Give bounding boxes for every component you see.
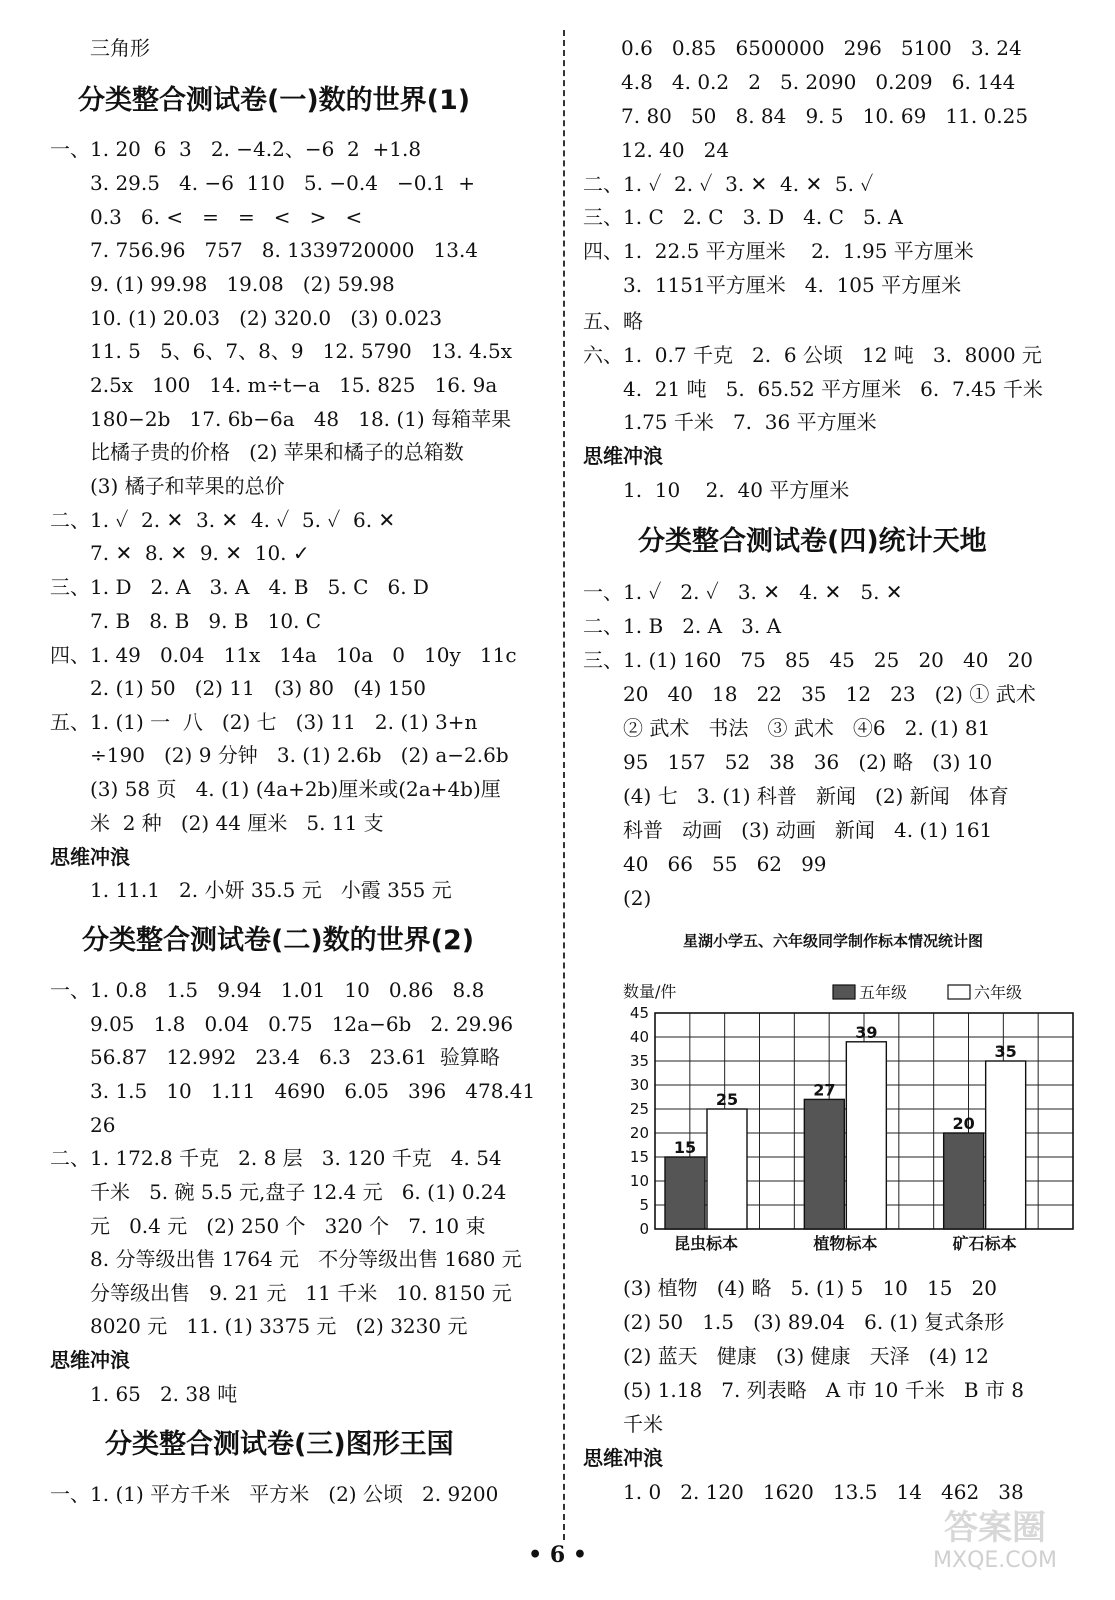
section-title: 分类整合测试卷(二)数的世界(2) bbox=[82, 925, 475, 956]
y-tick-label: 10 bbox=[629, 1172, 649, 1190]
data-label: 39 bbox=[855, 1022, 878, 1042]
text-line: 二、1. 172.8 千克 2. 8 层 3. 120 千克 4. 54 bbox=[50, 1146, 502, 1170]
text-line: 180−2b 17. 6b−6a 48 18. (1) 每箱苹果 bbox=[90, 407, 512, 431]
legend-label: 五年级 bbox=[859, 983, 908, 1002]
data-label: 27 bbox=[813, 1080, 836, 1100]
text-line: 7. 756.96 757 8. 1339720000 13.4 bbox=[90, 238, 479, 262]
legend-swatch bbox=[833, 985, 855, 999]
chart-title: 星湖小学五、六年级同学制作标本情况统计图 bbox=[682, 932, 983, 950]
text-line: 7. ✕ 8. ✕ 9. ✕ 10. ✓ bbox=[90, 541, 310, 565]
text-line: 7. 80 50 8. 84 9. 5 10. 69 11. 0.25 bbox=[621, 104, 1029, 128]
text-line: 10. (1) 20.03 (2) 320.0 (3) 0.023 bbox=[90, 306, 443, 330]
text-line: 4.8 4. 0.2 2 5. 2090 0.209 6. 144 bbox=[621, 70, 1016, 94]
text-line: 12. 40 24 bbox=[621, 138, 730, 162]
text-line: 9.05 1.8 0.04 0.75 12a−6b 2. 29.96 bbox=[90, 1012, 514, 1036]
text-line: 0.3 6. < = = < > < bbox=[90, 205, 363, 229]
y-tick-label: 5 bbox=[639, 1196, 649, 1214]
bar bbox=[846, 1042, 886, 1229]
text-line: 一、1. 20 6 3 2. −4.2、−6 2 +1.8 bbox=[50, 137, 422, 161]
y-tick-label: 30 bbox=[629, 1076, 649, 1094]
text-line: 四、1. 22.5 平方厘米 2. 1.95 平方厘米 bbox=[583, 239, 974, 263]
bar bbox=[804, 1099, 844, 1229]
text-line: 三、1. C 2. C 3. D 4. C 5. A bbox=[583, 205, 903, 229]
y-tick-label: 45 bbox=[629, 1004, 649, 1022]
text-line: 9. (1) 99.98 19.08 (2) 59.98 bbox=[90, 272, 395, 296]
watermark-url: MXQE.COM bbox=[933, 1548, 1057, 1573]
page-number: • 6 • bbox=[528, 1542, 587, 1568]
section-title: 分类整合测试卷(一)数的世界(1) bbox=[78, 85, 471, 116]
y-tick-label: 15 bbox=[629, 1148, 649, 1166]
column-divider bbox=[563, 30, 565, 1540]
text-line: ② 武术 书法 ③ 武术 ④6 2. (1) 81 bbox=[623, 716, 991, 740]
subsection-title: 思维冲浪 bbox=[50, 845, 130, 869]
text-line: 1.75 千米 7. 36 平方厘米 bbox=[623, 410, 877, 434]
text-line: 95 157 52 38 36 (2) 略 (3) 10 bbox=[623, 750, 993, 774]
text-line: 分等级出售 9. 21 元 11 千米 10. 8150 元 bbox=[90, 1281, 512, 1305]
data-label: 15 bbox=[673, 1138, 697, 1157]
text-line: 11. 5 5、6、7、8、9 12. 5790 13. 4.5x bbox=[90, 339, 513, 363]
text-line: 五、略 bbox=[583, 309, 643, 333]
text-line: 一、1. (1) 平方千米 平方米 (2) 公顷 2. 9200 bbox=[50, 1482, 499, 1506]
x-tick-label: 植物标本 bbox=[813, 1234, 878, 1253]
text-line: (2) bbox=[623, 886, 652, 910]
x-tick-label: 矿石标本 bbox=[952, 1234, 1017, 1253]
subsection-title: 思维冲浪 bbox=[583, 1446, 663, 1470]
text-line: (3) 橘子和苹果的总价 bbox=[90, 474, 285, 498]
legend-swatch bbox=[948, 985, 970, 999]
bar bbox=[707, 1109, 747, 1229]
text-line: 千米 5. 碗 5.5 元,盘子 12.4 元 6. (1) 0.24 bbox=[90, 1180, 507, 1204]
text-line: 六、1. 0.7 千克 2. 6 公顷 12 吨 3. 8000 元 bbox=[583, 343, 1042, 367]
data-label: 35 bbox=[994, 1042, 1017, 1061]
text-line: (2) 50 1.5 (3) 89.04 6. (1) 复式条形 bbox=[623, 1310, 1005, 1334]
bar-chart bbox=[603, 975, 1083, 1260]
text-line: 米 2 种 (2) 44 厘米 5. 11 支 bbox=[90, 811, 384, 835]
legend-label: 六年级 bbox=[974, 983, 1023, 1002]
text-line: 比橘子贵的价格 (2) 苹果和橘子的总箱数 bbox=[90, 440, 464, 464]
watermark bbox=[900, 1500, 1090, 1585]
text-line: 三、1. D 2. A 3. A 4. B 5. C 6. D bbox=[50, 575, 429, 599]
text-line: 8020 元 11. (1) 3375 元 (2) 3230 元 bbox=[90, 1314, 468, 1338]
text-line: ÷190 (2) 9 分钟 3. (1) 2.6b (2) a−2.6b bbox=[90, 743, 509, 767]
section-title: 分类整合测试卷(四)统计天地 bbox=[638, 526, 987, 557]
text-line: 3. 1.5 10 1.11 4690 6.05 396 478.41 bbox=[90, 1079, 536, 1103]
y-axis-label: 数量/件 bbox=[623, 982, 677, 1001]
text-line: 二、1. ✓ 2. ✕ 3. ✕ 4. ✓ 5. ✓ 6. ✕ bbox=[50, 508, 396, 532]
text-line: 二、1. ✓ 2. ✓ 3. ✕ 4. ✕ 5. ✓ bbox=[583, 172, 874, 196]
watermark-logo: 答案圈 bbox=[944, 1508, 1046, 1548]
y-tick-label: 35 bbox=[629, 1052, 649, 1070]
text-line: 一、1. 0.8 1.5 9.94 1.01 10 0.86 8.8 bbox=[50, 978, 485, 1002]
text-line: 1. 0 2. 120 1620 13.5 14 462 38 bbox=[623, 1480, 1024, 1504]
text-line: (4) 七 3. (1) 科普 新闻 (2) 新闻 体育 bbox=[623, 784, 1009, 808]
text-line: (3) 58 页 4. (1) (4a+2b)厘米或(2a+4b)厘 bbox=[90, 777, 501, 801]
data-label: 20 bbox=[952, 1114, 975, 1133]
text-line: 3. 1151平方厘米 4. 105 平方厘米 bbox=[623, 273, 962, 297]
text-line: 4. 21 吨 5. 65.52 平方厘米 6. 7.45 千米 bbox=[623, 377, 1043, 401]
text-line: 二、1. B 2. A 3. A bbox=[583, 614, 782, 638]
subsection-title: 思维冲浪 bbox=[50, 1348, 130, 1372]
text-line: (5) 1.18 7. 列表略 A 市 10 千米 B 市 8 bbox=[623, 1378, 1024, 1402]
text-line: 26 bbox=[90, 1113, 116, 1137]
text-line: 40 66 55 62 99 bbox=[623, 852, 827, 876]
text-line: (3) 植物 (4) 略 5. (1) 5 10 15 20 bbox=[623, 1276, 997, 1300]
data-label: 25 bbox=[715, 1090, 739, 1109]
text-line: 三角形 bbox=[90, 36, 150, 60]
text-line: 20 40 18 22 35 12 23 (2) ① 武术 bbox=[623, 682, 1036, 706]
section-title: 分类整合测试卷(三)图形王国 bbox=[105, 1429, 454, 1460]
text-line: 一、1. ✓ 2. ✓ 3. ✕ 4. ✕ 5. ✕ bbox=[583, 580, 903, 604]
text-line: 1. 11.1 2. 小妍 35.5 元 小霞 355 元 bbox=[90, 878, 452, 902]
text-line: 三、1. (1) 160 75 85 45 25 20 40 20 bbox=[583, 648, 1033, 672]
text-line: 1. 10 2. 40 平方厘米 bbox=[623, 478, 850, 502]
bar bbox=[944, 1133, 984, 1229]
text-line: 四、1. 49 0.04 11x 14a 10a 0 10y 11c bbox=[50, 643, 517, 667]
bar bbox=[665, 1157, 705, 1229]
y-tick-label: 0 bbox=[639, 1220, 649, 1238]
text-line: 千米 bbox=[623, 1412, 663, 1436]
y-tick-label: 25 bbox=[629, 1100, 649, 1118]
text-line: 56.87 12.992 23.4 6.3 23.61 验算略 bbox=[90, 1045, 500, 1069]
y-tick-label: 20 bbox=[629, 1124, 649, 1142]
text-line: 科普 动画 (3) 动画 新闻 4. (1) 161 bbox=[623, 818, 993, 842]
text-line: 2.5x 100 14. m÷t−a 15. 825 16. 9a bbox=[90, 373, 498, 397]
text-line: 五、1. (1) 一 八 (2) 七 (3) 11 2. (1) 3+n bbox=[50, 710, 478, 734]
text-line: 1. 65 2. 38 吨 bbox=[90, 1382, 238, 1406]
text-line: 8. 分等级出售 1764 元 不分等级出售 1680 元 bbox=[90, 1247, 522, 1271]
subsection-title: 思维冲浪 bbox=[583, 444, 663, 468]
text-line: 7. B 8. B 9. B 10. C bbox=[90, 609, 322, 633]
y-tick-label: 40 bbox=[629, 1028, 649, 1046]
x-tick-label: 昆虫标本 bbox=[673, 1234, 739, 1253]
text-line: 2. (1) 50 (2) 11 (3) 80 (4) 150 bbox=[90, 676, 426, 700]
text-line: (2) 蓝天 健康 (3) 健康 天泽 (4) 12 bbox=[623, 1344, 989, 1368]
bar bbox=[986, 1061, 1026, 1229]
text-line: 0.6 0.85 6500000 296 5100 3. 24 bbox=[621, 36, 1022, 60]
text-line: 3. 29.5 4. −6 110 5. −0.4 −0.1 + bbox=[90, 171, 476, 195]
text-line: 元 0.4 元 (2) 250 个 320 个 7. 10 束 bbox=[90, 1214, 486, 1238]
